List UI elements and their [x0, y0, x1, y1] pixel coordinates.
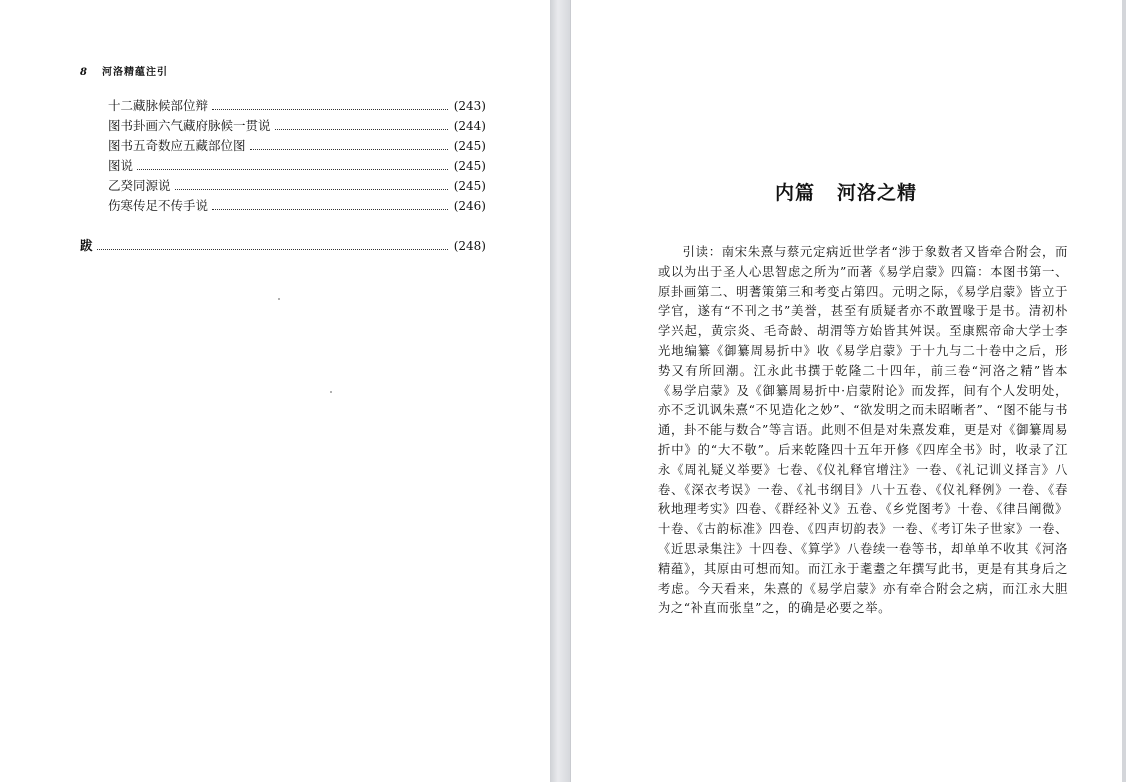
toc-entry-title: 图书卦画六气藏府脉候一贯说 — [108, 118, 271, 133]
dot-leader — [97, 249, 448, 250]
toc-entry-title: 图说 — [108, 158, 134, 173]
toc-entry[interactable] — [108, 136, 486, 156]
toc-entry-page: (243) — [453, 99, 486, 113]
toc-entry[interactable] — [108, 176, 486, 196]
toc-entry-page: (245) — [453, 179, 486, 193]
scan-speck — [330, 391, 332, 393]
table-of-contents — [108, 96, 486, 216]
dot-leader — [250, 149, 448, 150]
book-title: 河洛精蕴注引 — [101, 67, 168, 78]
chapter-title — [570, 178, 1122, 205]
toc-entry-page: (244) — [453, 119, 486, 133]
chapter-title-part: 内篇 — [774, 182, 815, 204]
toc-entry-page: (245) — [453, 159, 486, 173]
toc-entry[interactable] — [108, 196, 486, 216]
toc-entry[interactable] — [108, 96, 486, 116]
toc-entry-afterword[interactable] — [80, 236, 486, 256]
dot-leader — [137, 169, 448, 170]
running-head — [80, 63, 168, 78]
toc-entry[interactable] — [108, 156, 486, 176]
toc-entry-title: 乙癸同源说 — [108, 178, 171, 193]
dot-leader — [212, 109, 448, 110]
toc-entry-title: 跋 — [80, 238, 93, 253]
toc-entry-page: (248) — [453, 239, 486, 253]
toc-entry-title: 图书五奇数应五藏部位图 — [108, 138, 246, 153]
toc-entry-page: (246) — [453, 199, 486, 213]
chapter-title-main: 河洛之精 — [837, 182, 918, 204]
page-gutter — [550, 0, 570, 782]
dot-leader — [175, 189, 448, 190]
intro-paragraph: 引读：南宋朱熹与蔡元定病近世学者“涉于象数者又皆牵合附会，而或以为出于圣人心思智虑之所为”而著《易学启蒙》四篇：本图书第一、原卦画第二、明蓍策第三和考变占第四。元明之际，《易学启蒙》皆立于学官，遂有“不刊之书”美誉，甚至有质疑者亦不敢置喙于是书。清初朴学兴起，黄宗炎、毛奇龄、胡渭等方始皆其舛误。至康熙帝命大学士李光地编纂《御纂周易折中》收《易学启蒙》于十九与二十卷中之后，形势又有所回潮。江永此书撰于乾隆二十四年，前三卷“河洛之精”皆本《易学启蒙》及《御纂周易折中·启蒙附论》而发挥，间有个人发明处，亦不乏讥讽朱熹“不见造化之妙”、“欲发明之而未昭晰者”、“图不能与书通，卦不能与数合”等言语。此则不但是对朱熹发难，更是对《御纂周易折中》的“大不敬”。后来乾隆四十五年开修《四库全书》时，收录了江永《周礼疑义举要》七卷、《仪礼释官增注》一卷、《礼记训义择言》八卷、《深衣考误》一卷、《礼书纲目》八十五卷、《仪礼释例》一卷、《春秋地理考实》四卷、《群经补义》五卷、《乡党图考》十卷、《律吕阐微》十卷、《古韵标准》四卷、《四声切韵表》一卷、《考订朱子世家》一卷、《近思录集注》十四卷、《算学》八卷续一卷等书，却单单不收其《河洛精蕴》，其原由可想而知。而江永于耄耋之年撰写此书，更是有其身后之考虑。今天看来，朱熹的《易学启蒙》亦有牵合附会之病，而江永大胆为之“补直而张皇”之，的确是必要之举。 — [658, 245, 1068, 616]
page-number: 8 — [80, 67, 88, 78]
dot-leader — [212, 209, 448, 210]
dot-leader — [275, 129, 448, 130]
toc-entry-page: (245) — [453, 139, 486, 153]
toc-entry[interactable] — [108, 116, 486, 136]
left-page — [0, 0, 550, 782]
toc-entry-title: 伤寒传足不传手说 — [108, 198, 209, 213]
scan-speck — [278, 298, 280, 300]
scrollbar[interactable] — [1122, 0, 1126, 782]
toc-entry-title: 十二藏脉候部位辩 — [108, 98, 209, 113]
